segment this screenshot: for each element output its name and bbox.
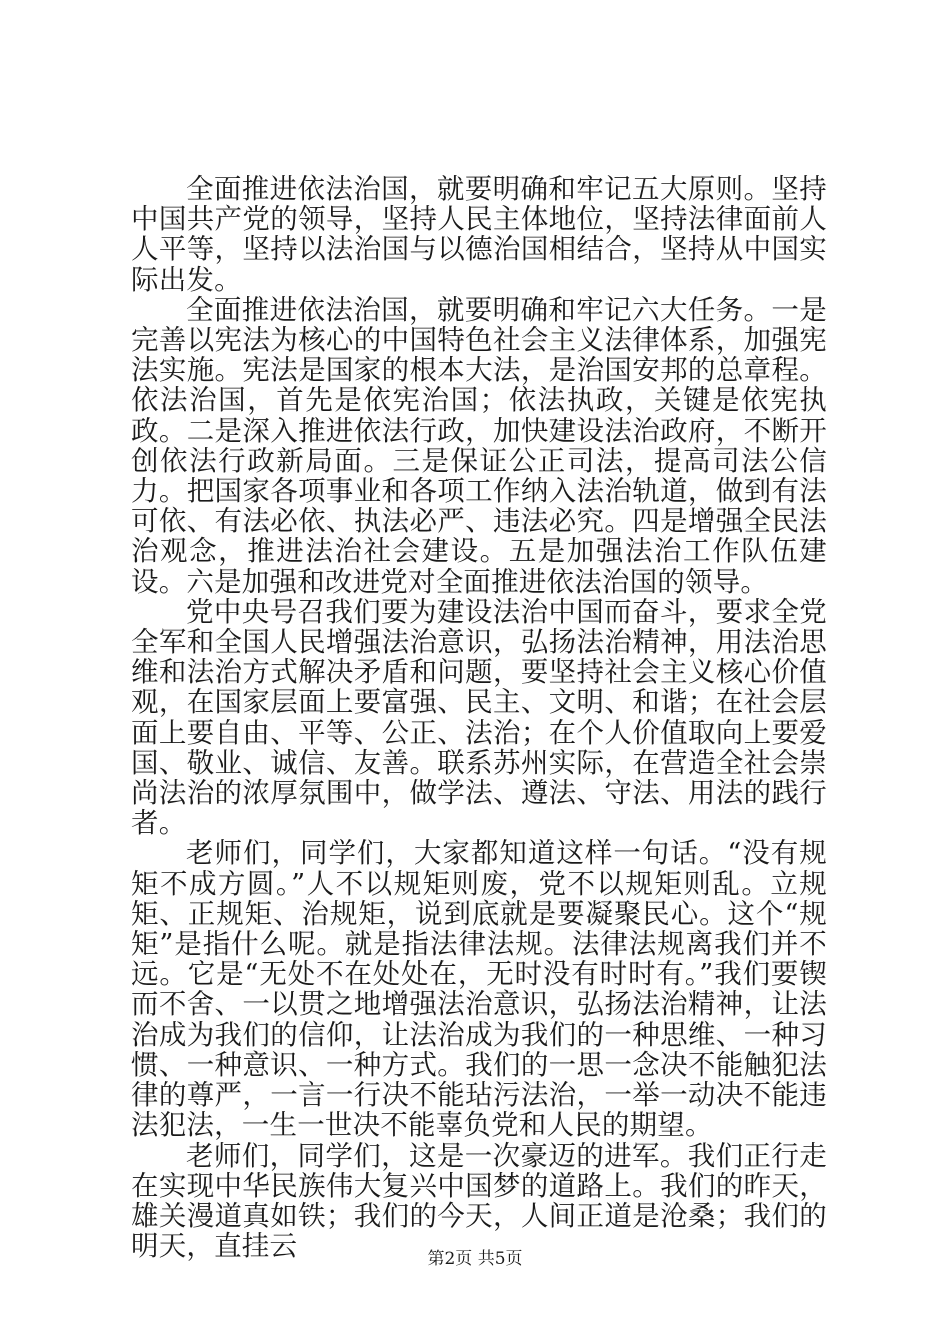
- paragraph-march: 老师们，同学们，这是一次豪迈的进军。我们正行走在实现中华民族伟大复兴中国梦的道路上。我们的昨天，雄关漫道真如铁；我们的今天，人间正道是沧桑；我们的明天，直挂云: [131, 1139, 827, 1263]
- page-number-footer: 第2页 共5页: [427, 1249, 523, 1269]
- paragraph-principles: 全面推进依法治国，就要明确和牢记五大原则。坚持中国共产党的领导，坚持人民主体地位，坚持法律面前人人平等，坚持以法治国与以德治国相结合，坚持从中国实际出发。: [131, 173, 827, 296]
- paragraph-core-values: 党中央号召我们要为建设法治中国而奋斗，要求全党全军和全国人民增强法治意识，弘扬法治精神，用法治思维和法治方式解决矛盾和问题，要坚持社会主义核心价值观，在国家层面上要富强、民主、文明、和谐；在社会层面上要自由、平等、公正、法治；在个人价值取向上要爱国、敬业、诚信、友善。联系苏州实际，在营造全社会崇尚法治的浓厚氛围中，做学法、遵法、守法、用法的践行者。: [131, 595, 827, 840]
- document-body: [131, 174, 827, 1261]
- paragraph-tasks: 全面推进依法治国，就要明确和牢记六大任务。一是完善以宪法为核心的中国特色社会主义法律体系，加强宪法实施。宪法是国家的根本大法，是治国安邦的总章程。依法治国，首先是依宪治国；依法执政，关键是依宪执政。二是深入推进依法行政，加快建设法治政府，不断开创依法行政新局面。三是保证公正司法，提高司法公信力。把国家各项事业和各项工作纳入法治轨道，做到有法可依、有法必依、执法必严、违法必究。四是增强全民法治观念，推进法治社会建设。五是加强法治工作队伍建设。六是加强和改进党对全面推进依法治国的领导。: [131, 293, 827, 598]
- paragraph-rules: 老师们，同学们，大家都知道这样一句话。“没有规矩不成方圆。”人不以规矩则废，党不以规矩则乱。立规矩、正规矩、治规矩，说到底就是要凝聚民心。这个“规矩”是指什么呢。就是指法律法规。法律法规离我们并不远。它是“无处不在处处在，无时没有时时有。”我们要锲而不舍、一以贯之地增强法治意识，弘扬法治精神，让法治成为我们的信仰，让法治成为我们的一种思维、一种习惯、一种意识、一种方式。我们的一思一念决不能触犯法律的尊严，一言一行决不能玷污法治，一举一动决不能违法犯法，一生一世决不能辜负党和人民的期望。: [131, 837, 827, 1142]
